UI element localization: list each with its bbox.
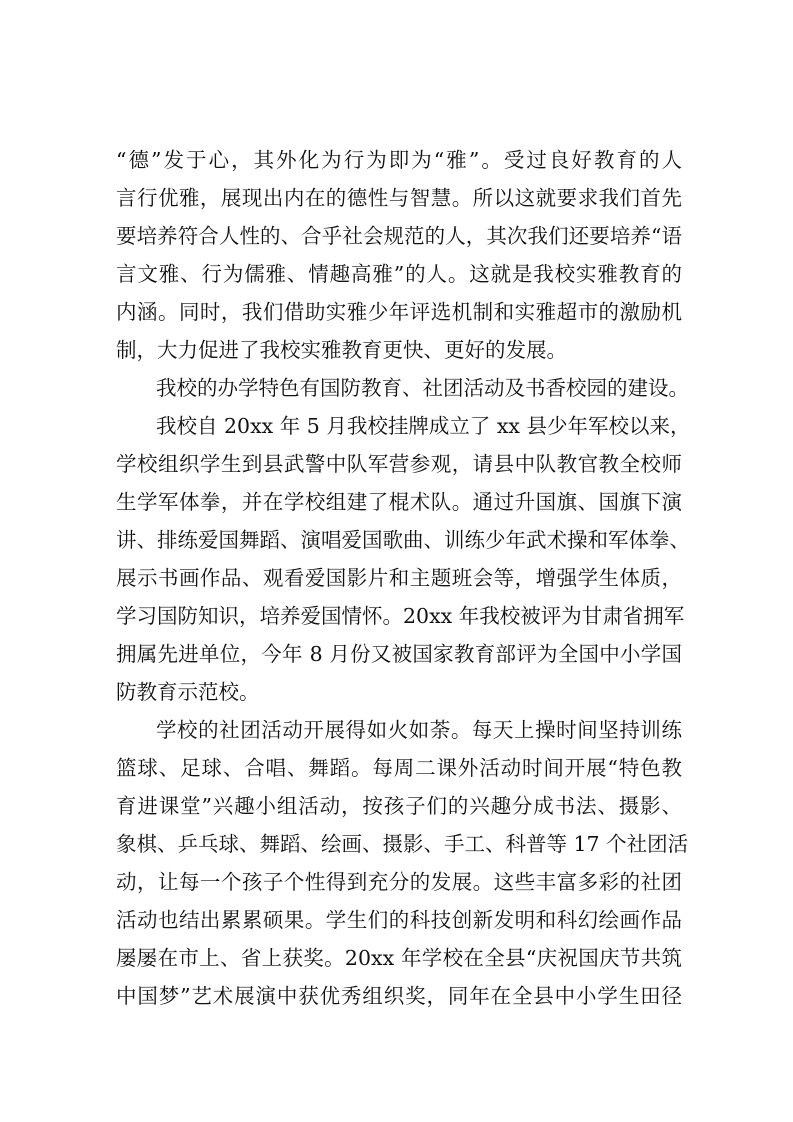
text-line: 学校组织学生到县武警中队军营参观，请县中队教官教全校师 xyxy=(116,452,682,476)
text-line: 学习国防知识，培养爱国情怀。20xx 年我校被评为甘肃省拥军 xyxy=(116,604,685,628)
text-line: 要培养符合人性的、合乎社会规范的人，其次我们还要培养“语 xyxy=(116,224,682,248)
paragraph-start: 我校自 20xx 年 5 月我校挂牌成立了 xx 县少年军校以来， xyxy=(156,414,691,438)
text-line: 屡屡在市上、省上获奖。20xx 年学校在全县“庆祝国庆节共筑 xyxy=(116,946,682,970)
text-line: 拥属先进单位，今年 8 月份又被国家教育部评为全国中小学国 xyxy=(116,642,682,666)
text-line: 言文雅、行为儒雅、情趣高雅”的人。这就是我校实雅教育的 xyxy=(116,262,682,286)
text-line: 动，让每一个孩子个性得到充分的发展。这些丰富多彩的社团 xyxy=(116,870,682,894)
document-page xyxy=(116,141,691,1015)
text-line: 制，大力促进了我校实雅教育更快、更好的发展。 xyxy=(116,338,567,362)
text-line: 象棋、乒乓球、舞蹈、绘画、摄影、手工、科普等 17 个社团活 xyxy=(116,832,689,856)
text-line: 讲、排练爱国舞蹈、演唱爱国歌曲、训练少年武术操和军体拳、 xyxy=(116,528,690,552)
text-line: 言行优雅，展现出内在的德性与智慧。所以这就要求我们首先 xyxy=(116,186,682,210)
text-line: 展示书画作品、观看爱国影片和主题班会等，增强学生体质， xyxy=(116,566,682,590)
text-line: 生学军体拳，并在学校组建了棍术队。通过升国旗、国旗下演 xyxy=(116,490,682,514)
text-line: 内涵。同时，我们借助实雅少年评选机制和实雅超市的激励机 xyxy=(116,300,682,324)
text-line: 活动也结出累累硕果。学生们的科技创新发明和科幻绘画作品 xyxy=(116,908,682,932)
text-line: 防教育示范校。 xyxy=(116,680,260,704)
paragraph-start: 我校的办学特色有国防教育、社团活动及书香校园的建设。 xyxy=(156,376,689,400)
text-line: “德”发于心，其外化为行为即为“雅”。受过良好教育的人 xyxy=(116,148,682,172)
text-line: 中国梦”艺术展演中获优秀组织奖，同年在全县中小学生田径 xyxy=(116,984,682,1008)
paragraph-start: 学校的社团活动开展得如火如荼。每天上操时间坚持训练 xyxy=(156,718,682,742)
text-line: 篮球、足球、合唱、舞蹈。每周二课外活动时间开展“特色教 xyxy=(116,756,682,780)
text-line: 育进课堂”兴趣小组活动，按孩子们的兴趣分成书法、摄影、 xyxy=(116,794,682,818)
